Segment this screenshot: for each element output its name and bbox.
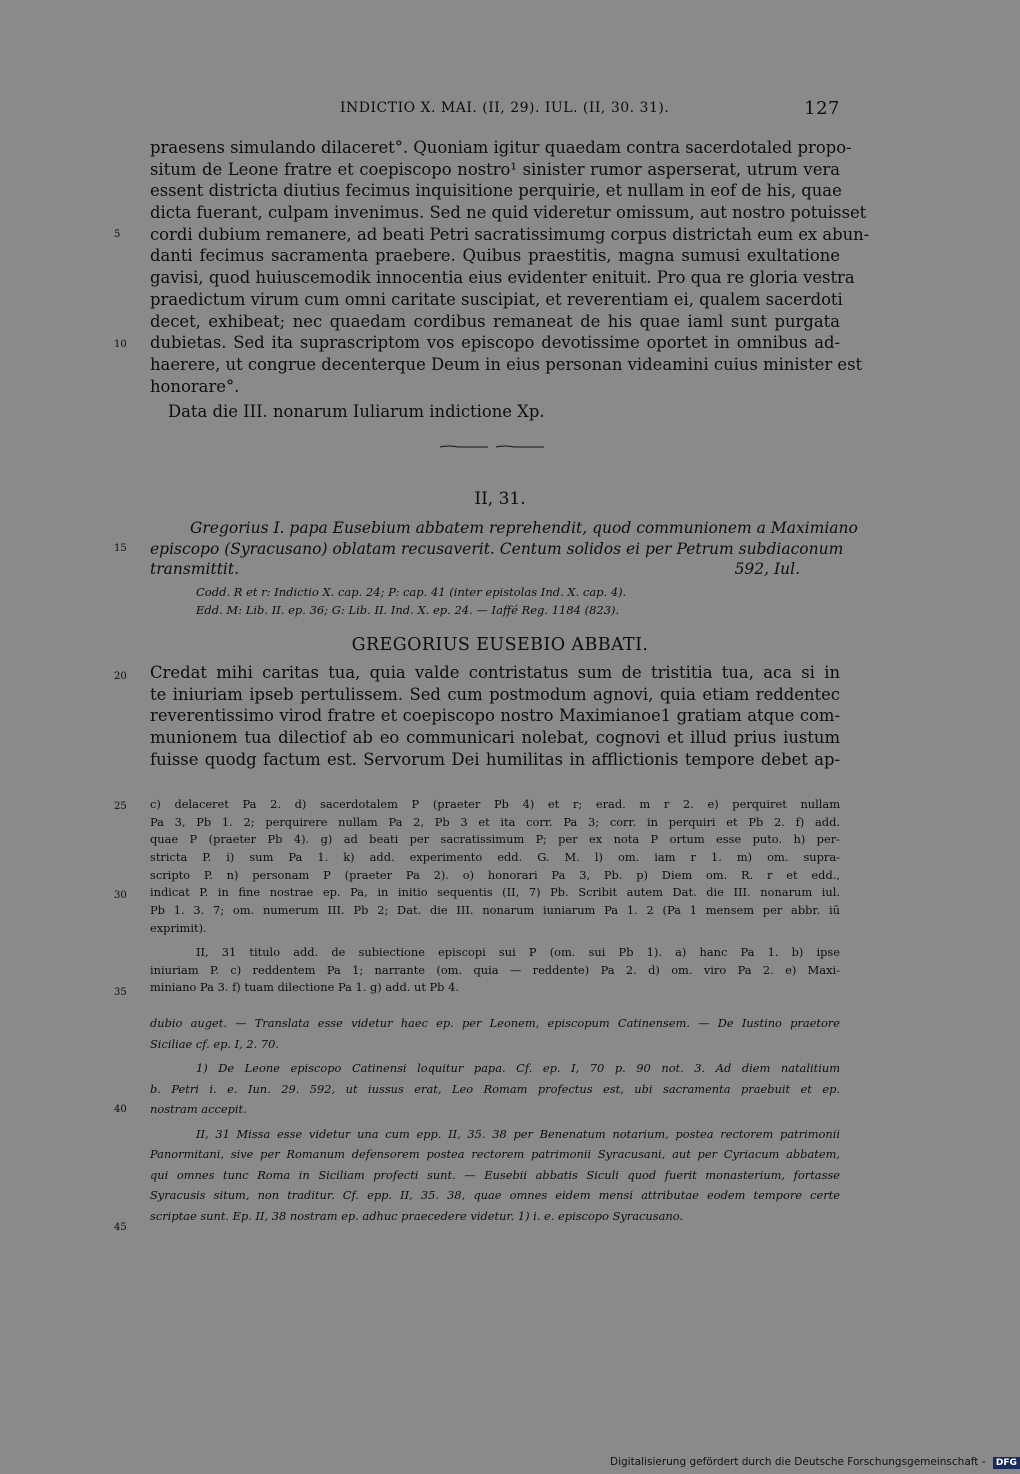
date-line: Data die III. nonarum Iuliarum indictione Xp. [168,402,545,421]
note-line: II, 31 Missa esse videtur una cum epp. II, 35. 38 per Benenatum notarium, postea rectorem patrimonii [196,1126,840,1141]
text-line: honorare°. [150,376,240,396]
note-line: qui omnes tunc Roma in Siciliam profecti sunt. — Eusebii abbatis Siculi quod fuerit monasterium, fortasse [150,1167,840,1182]
section-ornament [438,443,548,451]
note-line: Pb 1. 3. 7; om. numerum III. Pb 2; Dat. die III. nonarum iuniarum Pa 1. 2 (Pa 1 mensem per abbr. iū [150,903,840,918]
summary-line: transmittit. [150,560,240,578]
text-line: gavisi, quod huiuscemodik innocentia eius evidenter enituit. Pro qua re gloria vestra [150,268,855,288]
text-line: haerere, ut congrue decenterque Deum in eius personan videamini cuius minister est [150,354,863,374]
note-line: Panormitani, sive per Romanum defensorem postea rectorem patrimonii Syracusani, aut per Cyriacum abbatem, [150,1147,840,1161]
funding-footer [610,1456,1020,1469]
text-line: fuisse quodg factum est. Servorum Dei humilitas in afflictionis tempore debet ap- [150,749,840,769]
note-line: stricta P. i) sum Pa 1. k) add. experimento edd. G. M. l) om. iam r 1. m) om. supra- [150,850,840,865]
line-number: 15 [114,543,127,554]
line-number: 10 [114,339,127,350]
note-line: 1) De Leone episcopo Catinensi loquitur papa. Cf. ep. I, 70 p. 90 not. 3. Ad diem natalitium [196,1061,840,1075]
note-line: Syracusis situm, non traditur. Cf. epp. II, 35. 38, quae omnes eidem mensi attributae eodem tempore certe [150,1188,840,1202]
note-line: Pa 3, Pb 1. 2; perquirere nullam Pa 2, Pb 3 et ita corr. Pa 3; corr. in perquiri et Pb 2. f) add. [150,814,840,829]
text-line: essent districta diutius fecimus inquisitione perquirie, et nullam in eof de his, quae [150,181,842,201]
note-line: exprimit). [150,920,207,935]
note-line: scripto P. n) personam P (praeter Pa 2). o) honorari Pa 3, Pb. p) Diem om. R. r et edd., [150,867,840,882]
letter-title: GREGORIUS EUSEBIO ABBATI. [351,635,649,655]
note-line: c) delaceret Pa 2. d) sacerdotalem P (praeter Pb 4) et r; erad. m r 2. e) perquiret nullam [150,797,840,811]
text-line: praedictum virum cum omni caritate suscipiat, et reverentiam ei, qualem sacerdoti [150,289,843,309]
line-number: 20 [114,671,127,682]
summary-line: episcopo (Syracusano) oblatam recusaverit. Centum solidos ei per Petrum subdiaconum [150,539,844,558]
text-line: reverentissimo virod fratre et coepiscopo nostro Maximianoe1 gratiam atque com- [150,706,840,726]
summary-line: Gregorius I. papa Eusebium abbatem reprehendit, quod communionem a Maximiano [190,519,858,537]
funding-note: Digitalisierung gefördert durch die Deutsche Forschungsgemeinschaft - [610,1456,986,1468]
codices-line: Codd. R et r: Indictio X. cap. 24; P: cap. 41 (inter epistolas Ind. X. cap. 4). [196,585,627,599]
note-line: dubio auget. — Translata esse videtur haec ep. per Leonem, episcopum Catinensem. — De Iustino praetore [150,1016,840,1030]
line-number: 35 [114,987,127,998]
critical-apparatus-letter [150,944,840,997]
text-line: munionem tua dilectiof ab eo communicari nolebat, cognovi et illud prius iustum [150,728,840,748]
line-number: 30 [114,890,127,901]
summary-line-final [150,559,840,580]
note-line: miniano Pa 3. f) tuam dilectione Pa 1. g) add. ut Pb 4. [150,980,459,995]
note-line: b. Petri i. e. Iun. 29. 592, ut iussus erat, Leo Romam profectus est, ubi sacramenta praebuit et ep. [150,1081,840,1096]
summary-date: 592, Iul. [734,560,800,578]
line-number: 40 [114,1104,127,1115]
note-line: nostram accepit. [150,1102,247,1116]
editions-line: Edd. M: Lib. II. ep. 36; G: Lib. II. Ind. X. ep. 24. — Iaffé Reg. 1184 (823). [196,603,620,617]
page-number: 127 [804,98,840,119]
running-header [150,100,840,124]
note-line: indicat P. in fine nostrae ep. Pa, in initio sequentis (II, 7) Pb. Scribit autem Dat. die III. nonarum iul. [150,885,840,900]
text-line: Credat mihi caritas tua, quia valde contristatus sum de tristitia tua, aca si in [150,663,840,682]
text-line: dubietas. Sed ita suprascriptom vos episcopo devotissime oportet in omnibus ad- [150,333,840,353]
text-line: te iniuriam ipseb pertulissem. Sed cum postmodum agnovi, quia etiam reddentec [150,684,840,704]
critical-apparatus [150,796,840,938]
manuscript-sources [196,583,626,619]
dfg-logo: DFG [993,1457,1020,1469]
line-number: 25 [114,801,127,812]
main-text [150,137,870,397]
note-line: iniuriam P. c) reddentem Pa 1; narrante (om. quia — reddente) Pa 2. d) om. viro Pa 2. e) Maxi- [150,962,840,977]
line-number: 5 [114,229,121,240]
note-line: scriptae sunt. Ep. II, 38 nostram ep. adhuc praecedere videtur. 1) i. e. episcopo Syracusano. [150,1208,684,1223]
letter-reference: II, 31. [474,489,526,509]
running-title: INDICTIO X. MAI. (II, 29). IUL. (II, 30. 31). [340,100,670,116]
note-line: Siciliae cf. ep. I, 2. 70. [150,1036,279,1051]
text-line: situm de Leone fratre et coepiscopo nostro¹ sinister rumor asperserat, utrum vera [150,159,840,179]
text-line: cordi dubium remanere, ad beati Petri sacratissimumg corpus districtah eum ex abun- [150,224,870,244]
text-line: danti fecimus sacramenta praebere. Quibus praestitis, magna sumusi exultatione [150,246,840,266]
letter-summary [150,518,858,580]
note-line: II, 31 titulo add. de subiectione episcopi sui P (om. sui Pb 1). a) hanc Pa 1. b) ipse [196,945,840,959]
text-line: dicta fuerant, culpam invenimus. Sed ne quid videretur omissum, aut nostro potuisset [150,203,867,223]
line-number: 45 [114,1222,127,1233]
letter-text [150,662,840,770]
note-line: quae P (praeter Pb 4). g) ad beati per sacratissimum P; per ex nota P ortum esse puto. h) per- [150,832,840,847]
text-line: decet, exhibeat; nec quaedam cordibus remaneat de his quae iaml sunt purgata [150,311,840,331]
commentary-notes [150,1013,840,1226]
text-line: praesens simulando dilaceret°. Quoniam igitur quaedam contra sacerdotaled propo- [150,138,852,157]
